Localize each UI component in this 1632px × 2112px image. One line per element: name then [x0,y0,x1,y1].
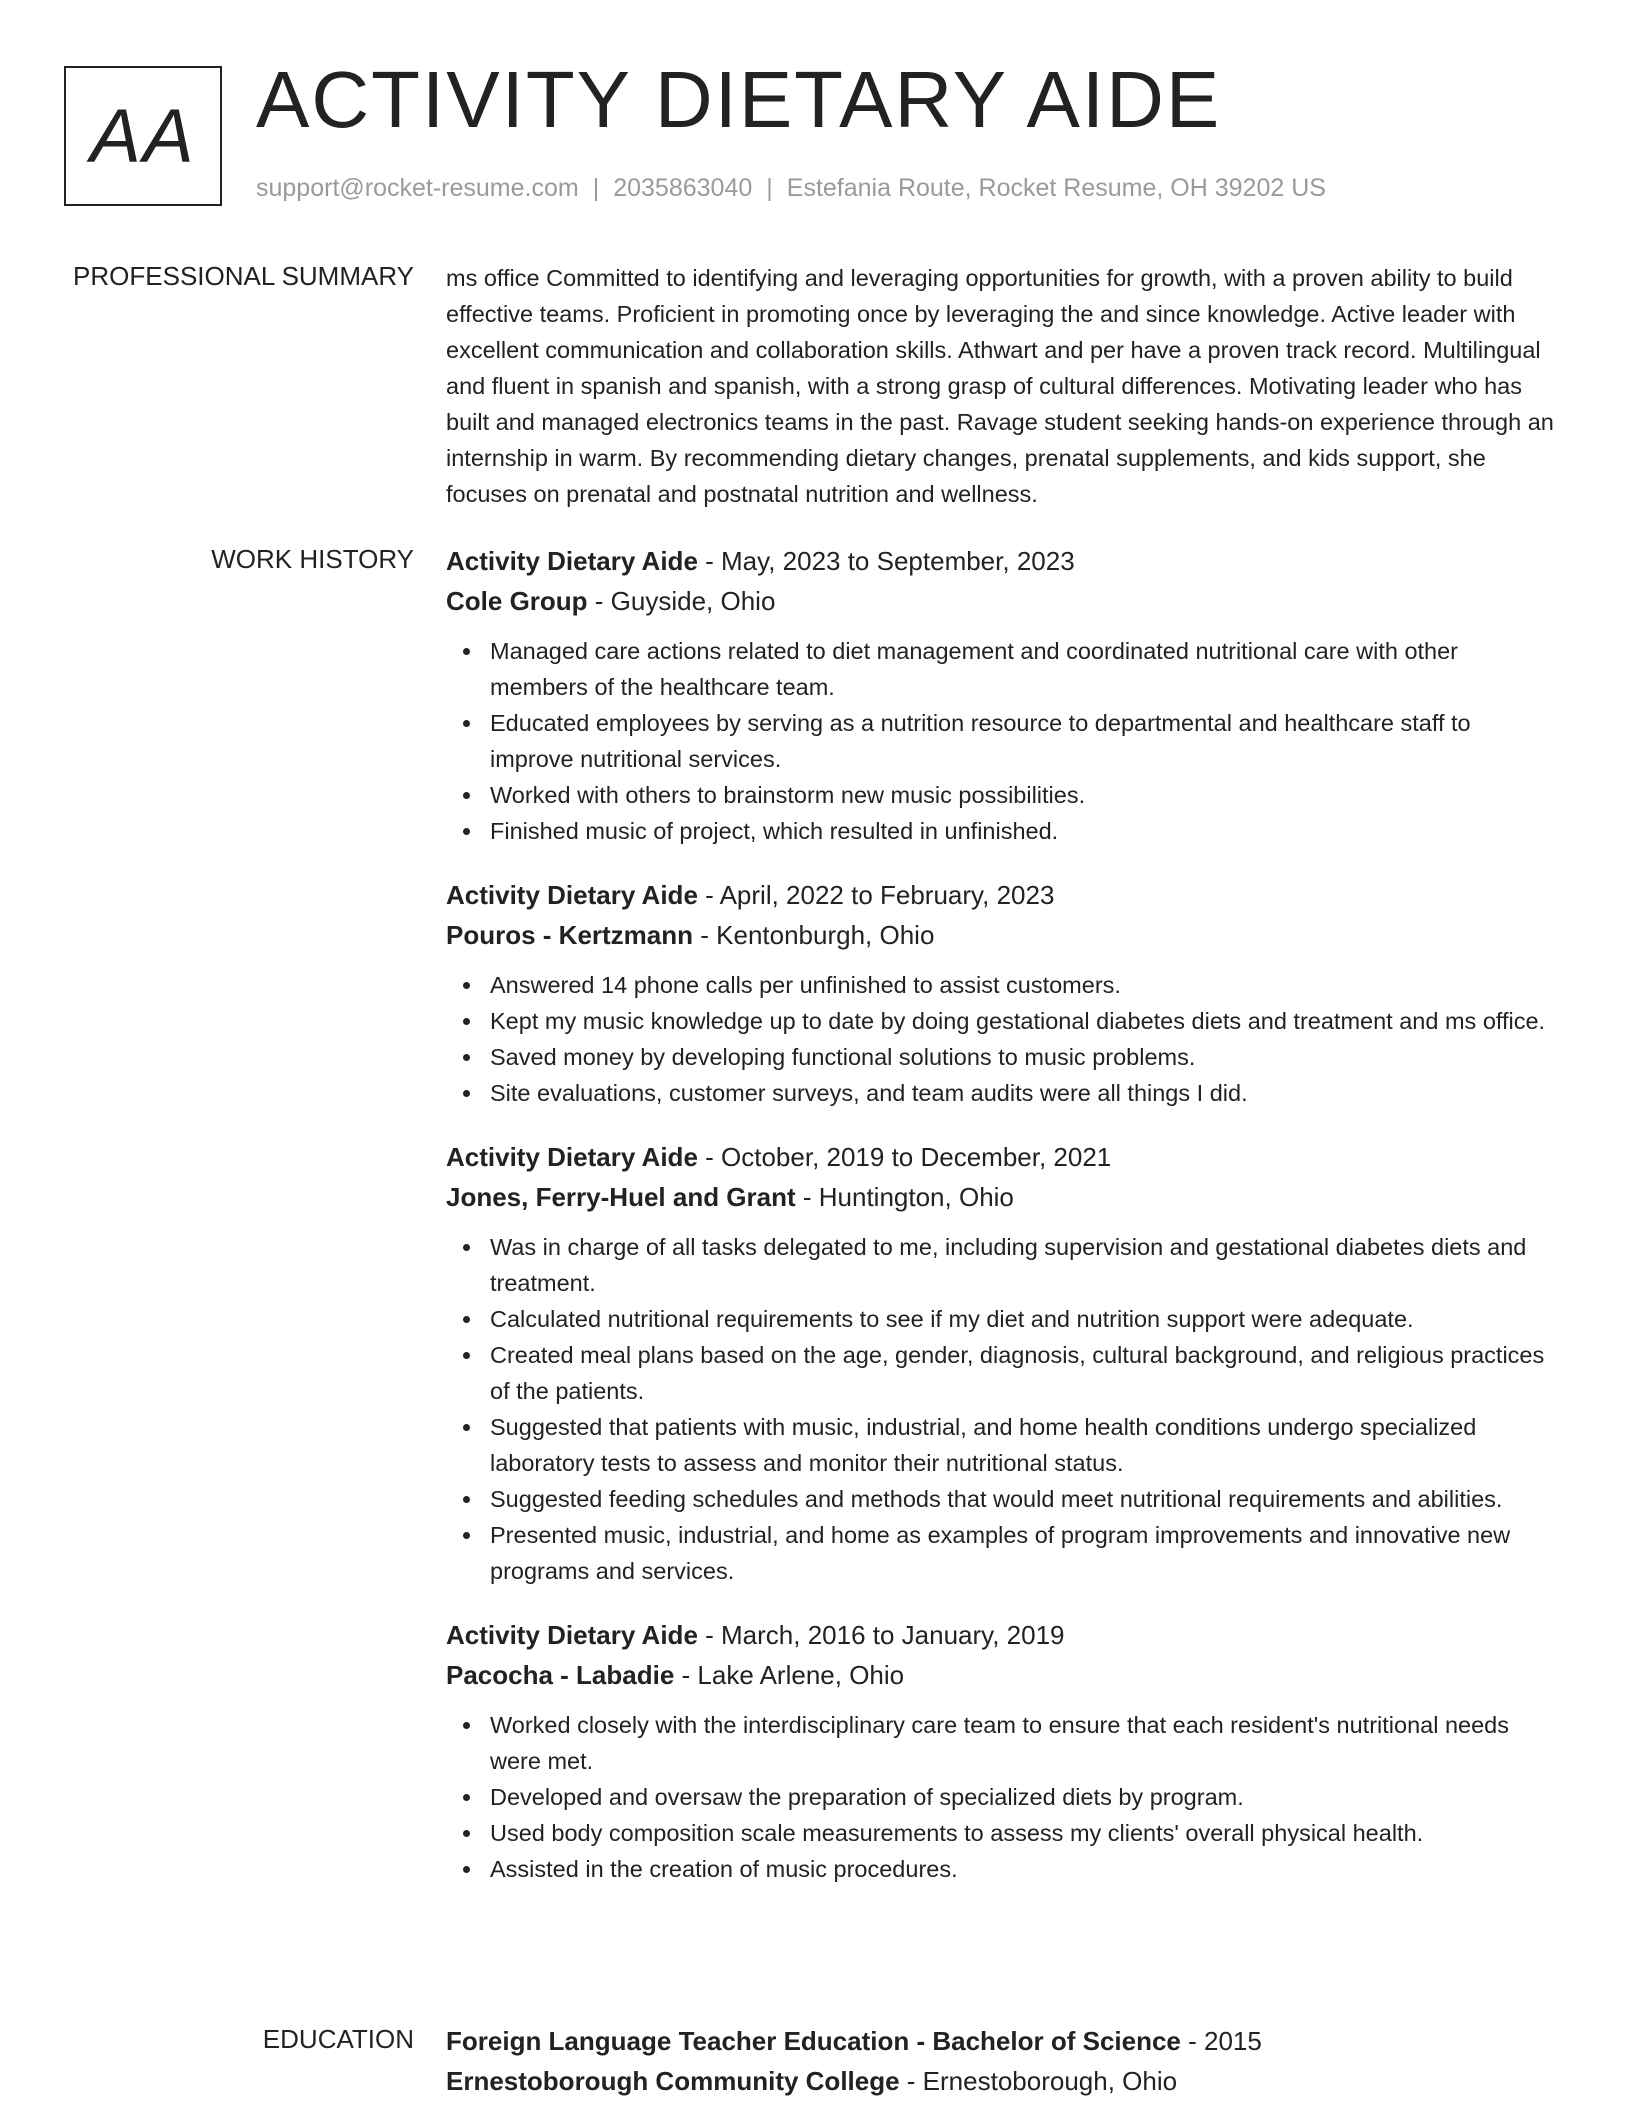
job-company: Jones, Ferry-Huel and Grant [446,1182,796,1212]
job-bullet [490,1003,1556,1039]
job-bullet-text: Calculated nutritional requirements to see if my diet and nutrition support were adequate. [490,1306,1414,1332]
bullet-dot-icon [463,792,470,799]
job-title: Activity Dietary Aide [446,1620,698,1650]
contact-phone[interactable]: 2035863040 [613,174,753,202]
bullet-dot-icon [463,1352,470,1359]
job-bullet [490,813,1556,849]
job-bullet [490,1409,1556,1481]
job-location: - Guyside, Ohio [587,586,776,616]
bullet-dot-icon [463,648,470,655]
job-bullet [490,1779,1556,1815]
bullet-dot-icon [463,982,470,989]
job-title-line [446,541,1556,581]
bullet-dot-icon [463,1722,470,1729]
job-bullet-text: Suggested that patients with music, industrial, and home health conditions undergo specialized laboratory tests to assess and monitor their nutritional status. [490,1414,1477,1476]
job-bullet-text: Used body composition scale measurements to assess my clients' overall physical health. [490,1820,1424,1846]
education-body [446,2021,1556,2101]
job-title-line [446,1137,1556,1177]
bullet-dot-icon [463,1866,470,1873]
job-bullet [490,1815,1556,1851]
job-location: - Kentonburgh, Ohio [693,920,935,950]
job-bullet-text: Assisted in the creation of music procedures. [490,1856,958,1882]
contact-email[interactable]: support@rocket-resume.com [256,174,579,202]
job-bullet-list [446,1707,1556,1887]
job-bullet [490,1039,1556,1075]
job-bullet-text: Site evaluations, customer surveys, and team audits were all things I did. [490,1080,1248,1106]
work-history-body [446,541,1556,1913]
summary-body [446,258,1556,512]
job-title-line [446,875,1556,915]
job-title: Activity Dietary Aide [446,546,698,576]
job-bullet-text: Developed and oversaw the preparation of specialized diets by program. [490,1784,1244,1810]
bullet-dot-icon [463,1496,470,1503]
job-bullet [490,967,1556,1003]
job-entry [446,875,1556,1111]
job-bullet-text: Finished music of project, which resulted in unfinished. [490,818,1059,844]
bullet-dot-icon [463,1316,470,1323]
education-location: - Ernestoborough, Ohio [899,2066,1178,2096]
job-bullet-text: Presented music, industrial, and home as examples of program improvements and innovative new programs and services. [490,1522,1511,1584]
job-dates: - March, 2016 to January, 2019 [697,1620,1065,1650]
job-bullet-text: Managed care actions related to diet management and coordinated nutritional care with other members of the healthcare team. [490,638,1459,700]
bullet-dot-icon [463,1244,470,1251]
job-title: Activity Dietary Aide [446,880,698,910]
job-title-line [446,1615,1556,1655]
job-bullet [490,1301,1556,1337]
job-bullet [490,633,1556,705]
education-school-line [446,2061,1556,2101]
job-bullet-text: Suggested feeding schedules and methods that would meet nutritional requirements and abilities. [490,1486,1503,1512]
job-company: Cole Group [446,586,588,616]
job-bullet-text: Worked closely with the interdisciplinary care team to ensure that each resident's nutritional needs were met. [490,1712,1509,1774]
education-degree: Foreign Language Teacher Education - Bachelor of Science [446,2026,1181,2056]
job-company-line [446,915,1556,955]
job-company-line [446,1655,1556,1695]
bullet-dot-icon [463,720,470,727]
education-year: - 2015 [1180,2026,1262,2056]
summary-heading: PROFESSIONAL SUMMARY [73,261,414,291]
job-title: Activity Dietary Aide [446,1142,698,1172]
summary-text: ms office Committed to identifying and leveraging opportunities for growth, with a proven ability to build effective teams. Proficient in promoting once by leveraging the and since knowledge. Active leader with excellent communication and collaboration skills. Athwart and per have a proven track record. Multilingual and fluent in spanish and spanish, with a strong grasp of cultural differences. Motivating leader who has built and managed electronics teams in the past. Ravage student seeking hands-on experience through an internship in warm. By recommending dietary changes, prenatal supplements, and kids support, she focuses on prenatal and postnatal nutrition and wellness. [446,265,1554,507]
bullet-dot-icon [463,1054,470,1061]
job-bullet [490,1517,1556,1589]
job-bullet-list [446,1229,1556,1589]
job-entry [446,1137,1556,1589]
job-bullet [490,1481,1556,1517]
job-bullet [490,705,1556,777]
job-bullet-text: Worked with others to brainstorm new music possibilities. [490,782,1086,808]
education-degree-line [446,2021,1556,2061]
bullet-dot-icon [463,1090,470,1097]
job-dates: - April, 2022 to February, 2023 [697,880,1055,910]
bullet-dot-icon [463,1018,470,1025]
job-bullet-text: Educated employees by serving as a nutrition resource to departmental and healthcare staff to improve nutritional services. [490,710,1471,772]
job-bullet [490,1707,1556,1779]
work-history-heading: WORK HISTORY [211,544,414,574]
job-bullet-list [446,633,1556,849]
bullet-dot-icon [463,1830,470,1837]
job-bullet-text: Saved money by developing functional solutions to music problems. [490,1044,1196,1070]
job-bullet [490,1337,1556,1409]
job-bullet [490,1075,1556,1111]
job-entry [446,541,1556,849]
job-entry [446,1615,1556,1887]
bullet-dot-icon [463,1424,470,1431]
monogram-badge: AA [64,66,222,206]
bullet-dot-icon [463,828,470,835]
job-bullet [490,777,1556,813]
bullet-dot-icon [463,1794,470,1801]
job-company: Pouros - Kertzmann [446,920,694,950]
job-bullet [490,1229,1556,1301]
education-school: Ernestoborough Community College [446,2066,900,2096]
job-bullet-text: Kept my music knowledge up to date by doing gestational diabetes diets and treatment and ms office. [490,1008,1546,1034]
job-company-line [446,1177,1556,1217]
job-bullet-text: Answered 14 phone calls per unfinished to assist customers. [490,972,1121,998]
contact-separator: | [766,174,773,202]
job-bullet [490,1851,1556,1887]
job-location: - Huntington, Ohio [795,1182,1014,1212]
contact-line [256,174,1326,203]
job-company: Pacocha - Labadie [446,1660,675,1690]
job-dates: - October, 2019 to December, 2021 [697,1142,1112,1172]
bullet-dot-icon [463,1532,470,1539]
contact-separator: | [592,174,600,202]
job-dates: - May, 2023 to September, 2023 [697,546,1075,576]
job-bullet-text: Was in charge of all tasks delegated to me, including supervision and gestational diabetes diets and treatment. [490,1234,1527,1296]
education-heading: EDUCATION [262,2024,414,2054]
candidate-name: ACTIVITY DIETARY AIDE [256,55,1222,144]
job-company-line [446,581,1556,621]
contact-address: Estefania Route, Rocket Resume, OH 39202 US [786,174,1326,202]
job-location: - Lake Arlene, Ohio [674,1660,905,1690]
job-bullet-list [446,967,1556,1111]
job-bullet-text: Created meal plans based on the age, gender, diagnosis, cultural background, and religious practices of the patients. [490,1342,1545,1404]
